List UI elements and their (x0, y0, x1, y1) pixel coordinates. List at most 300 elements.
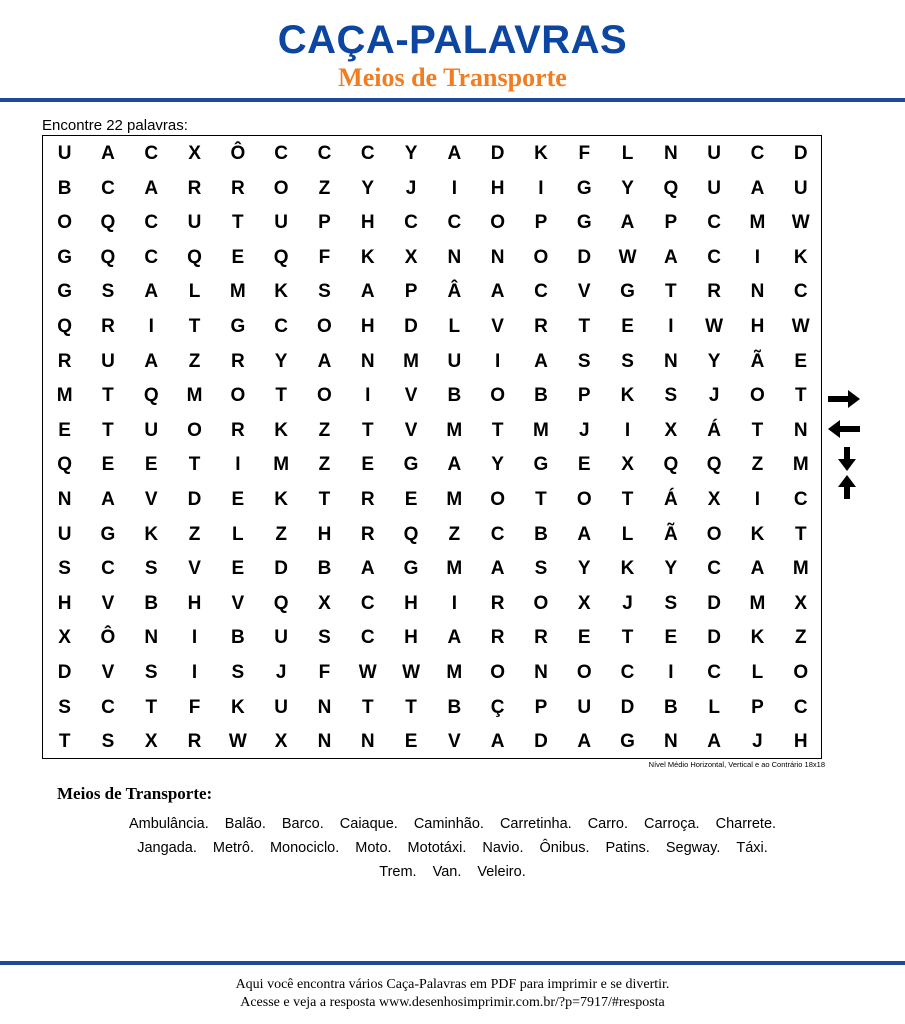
grid-cell: Ç (490, 696, 505, 718)
word-item: Patins. (605, 840, 650, 856)
grid-cell: T (665, 281, 677, 303)
grid-cell: N (447, 246, 462, 268)
grid-cell: T (491, 419, 504, 441)
grid-cell: V (577, 281, 591, 303)
grid-cell: Q (403, 523, 419, 545)
grid-cell: J (578, 419, 590, 441)
grid-cell: E (577, 627, 591, 649)
grid-cell: A (144, 177, 159, 199)
grid-cell: K (274, 281, 289, 303)
grid-cell: G (403, 454, 419, 476)
grid-cell: D (534, 731, 548, 753)
grid-cell: T (621, 489, 634, 510)
grid-cell: T (145, 696, 158, 718)
grid-cell: A (447, 454, 462, 476)
word-item: Moto. (355, 840, 392, 856)
grid-row (43, 552, 821, 587)
grid-cell: S (664, 592, 678, 614)
grid-cell: Y (707, 350, 721, 372)
grid-cell: O (490, 662, 506, 683)
grid-cell: D (620, 696, 635, 718)
grid-cell: F (578, 143, 591, 164)
grid-cell: A (490, 558, 505, 580)
arrow-down-icon (836, 446, 858, 472)
grid-cell: G (230, 316, 246, 337)
grid-row (43, 621, 821, 656)
grid-cell: S (58, 696, 71, 718)
grid-cell: Ã (663, 523, 678, 545)
grid-cell: Q (663, 177, 679, 199)
grid-cell: I (191, 627, 198, 649)
grid-cell: A (534, 350, 548, 372)
grid-cell: B (144, 592, 159, 614)
grid-cell: E (404, 489, 418, 510)
grid-cell: T (102, 419, 114, 441)
grid-cell: M (273, 454, 290, 476)
grid-cell: R (101, 316, 115, 337)
grid-cell: R (230, 419, 245, 441)
grid-cell: E (621, 316, 634, 337)
grid-cell: X (58, 627, 71, 649)
grid-cell: V (404, 419, 418, 441)
grid-cell: T (188, 454, 201, 476)
grid-cell: H (793, 731, 808, 753)
grid-cell: Ã (750, 350, 765, 372)
page-subtitle: Meios de Transporte (338, 63, 567, 92)
grid-cell: E (577, 454, 591, 476)
grid-cell: I (495, 350, 501, 372)
grid-cell: S (231, 662, 245, 683)
grid-cell: O (490, 489, 506, 510)
word-search-grid (42, 135, 822, 759)
grid-cell: M (533, 419, 549, 441)
grid-cell: F (318, 662, 331, 683)
grid-cell: B (447, 385, 462, 407)
arrow-up-icon (836, 474, 858, 500)
grid-row (43, 172, 821, 207)
grid-cell: T (794, 523, 807, 545)
grid-cell: J (622, 592, 633, 614)
grid-cell: J (405, 177, 417, 199)
grid-cell: K (620, 558, 635, 580)
grid-cell: T (58, 731, 71, 753)
grid-cell: Z (188, 350, 201, 372)
grid-cell: C (707, 558, 722, 580)
grid-cell: T (318, 489, 331, 510)
grid-cell: C (144, 212, 159, 234)
grid-cell: A (663, 246, 678, 268)
grid-cell: Ô (100, 627, 116, 649)
grid-cell: C (707, 212, 722, 234)
grid-cell: B (57, 177, 72, 199)
grid-cell: P (534, 696, 548, 718)
grid-cell: C (101, 696, 115, 718)
grid-cell: X (318, 592, 331, 614)
word-item: Segway. (665, 840, 721, 856)
grid-cell: H (750, 316, 765, 337)
word-item: Trem. (379, 864, 417, 880)
word-item: Táxi. (736, 840, 768, 856)
footer-line-1: Aqui você encontra vários Caça-Palavras em PDF para imprimir e se divertir. (235, 977, 670, 992)
word-item: Metrô. (212, 840, 254, 856)
grid-cell: U (274, 212, 289, 234)
grid-cell: O (490, 212, 506, 234)
grid-cell: R (187, 177, 202, 199)
grid-cell: Ô (230, 143, 246, 164)
grid-cell: L (232, 523, 244, 545)
grid-cell: N (663, 731, 678, 753)
grid-cell: A (750, 177, 765, 199)
grid-cell: T (275, 385, 287, 407)
grid-cell: A (360, 281, 375, 303)
grid-cell: W (402, 662, 420, 683)
grid-cell: A (447, 627, 462, 649)
grid-cell: K (793, 246, 808, 268)
grid-cell: B (317, 558, 332, 580)
grid-cell: S (144, 662, 158, 683)
grid-cell: Z (318, 419, 331, 441)
grid-cell: C (274, 143, 289, 164)
grid-cell: Q (57, 316, 73, 337)
grid-cell: S (144, 558, 158, 580)
grid-cell: R (57, 350, 72, 372)
grid-cell: Z (448, 523, 461, 545)
grid-cell: L (621, 523, 634, 545)
grid-cell: Q (273, 592, 289, 614)
grid-cell: M (186, 385, 203, 407)
grid-cell: N (793, 419, 808, 441)
grid-cell: O (576, 662, 592, 683)
grid-cell: P (404, 281, 418, 303)
grid-cell: U (187, 212, 202, 234)
grid-cell: I (235, 454, 241, 476)
grid-cell: Q (273, 246, 289, 268)
page-title: CAÇA-PALAVRAS (277, 18, 628, 62)
grid-cell: P (577, 385, 591, 407)
grid-cell: T (751, 419, 764, 441)
grid-cell: R (534, 627, 548, 649)
grid-cell: A (144, 350, 159, 372)
grid-cell: O (273, 177, 289, 199)
grid-cell: M (749, 592, 766, 614)
grid-cell: H (490, 177, 505, 199)
grid-cell: U (57, 143, 72, 164)
word-item: Monociclo. (269, 840, 340, 856)
grid-cell: I (624, 419, 631, 441)
grid-cell: Q (100, 212, 116, 234)
grid-cell: C (144, 143, 159, 164)
grid-cell: N (360, 731, 375, 753)
grid-cell: M (229, 281, 246, 303)
grid-cell: U (144, 419, 159, 441)
word-item: Balão. (224, 816, 266, 832)
grid-cell: U (101, 350, 115, 372)
grid-cell: V (231, 592, 245, 614)
grid-cell: G (576, 212, 592, 234)
word-list (40, 812, 865, 884)
grid-cell: R (490, 627, 505, 649)
grid-cell: O (187, 419, 202, 441)
grid-cell: L (621, 143, 634, 164)
grid-cell: W (618, 246, 637, 268)
grid-cell: B (534, 523, 548, 545)
grid-cell: E (664, 627, 678, 649)
grid-cell: S (101, 281, 115, 303)
grid-cell: C (404, 212, 418, 234)
grid-cell: S (664, 385, 678, 407)
grid-row (43, 275, 821, 310)
grid-cell: L (751, 662, 764, 683)
grid-row (43, 414, 821, 449)
grid-cell: A (317, 350, 332, 372)
grid-cell: T (102, 385, 114, 407)
grid-cell: Q (187, 246, 202, 268)
grid-cell: H (187, 592, 202, 614)
grid-cell: A (577, 523, 592, 545)
grid-cell: I (754, 489, 761, 510)
grid-cell: G (57, 281, 73, 303)
grid-cell: I (451, 592, 457, 614)
grid-cell: W (705, 316, 724, 337)
grid-cell: T (794, 385, 807, 407)
grid-cell: U (274, 696, 289, 718)
grid-cell: R (360, 523, 375, 545)
grid-cell: A (750, 558, 765, 580)
grid-cell: N (534, 662, 548, 683)
grid-cell: K (274, 419, 289, 441)
grid-cell: D (707, 592, 722, 614)
grid-cell: N (750, 281, 765, 303)
word-item: Charrete. (715, 816, 777, 832)
grid-cell: Q (100, 246, 116, 268)
grid-cell: E (144, 454, 158, 476)
grid-cell: H (57, 592, 72, 614)
grid-cell: U (274, 627, 289, 649)
grid-row (43, 691, 821, 726)
grid-cell: Â (447, 281, 462, 303)
grid-cell: P (664, 212, 678, 234)
grid-cell: U (707, 143, 722, 164)
grid-cell: N (317, 731, 332, 753)
grid-cell: O (793, 662, 809, 683)
grid-cell: D (274, 558, 289, 580)
instructions: Encontre 22 palavras: (42, 117, 188, 134)
grid-cell: O (230, 385, 246, 407)
grid-cell: N (144, 627, 159, 649)
grid-cell: Q (143, 385, 159, 407)
grid-cell: T (188, 316, 201, 337)
grid-cell: O (533, 246, 549, 268)
grid-cell: T (578, 316, 591, 337)
grid-cell: F (188, 696, 201, 718)
grid-cell: I (365, 385, 371, 407)
grid-cell: A (620, 212, 635, 234)
grid-cell: S (318, 627, 331, 649)
word-list-title: Meios de Transporte: (57, 784, 213, 803)
grid-row (43, 518, 821, 553)
word-item: Veleiro. (477, 864, 526, 880)
grid-cell: K (144, 523, 159, 545)
grid-cell: Y (621, 177, 634, 199)
grid-cell: V (188, 558, 201, 580)
grid-cell: E (231, 246, 245, 268)
grid-cell: S (534, 558, 548, 580)
grid-cell: M (446, 419, 463, 441)
grid-cell: C (317, 143, 332, 164)
grid-cell: I (148, 316, 154, 337)
grid-cell: N (490, 246, 505, 268)
grid-cell: A (144, 281, 159, 303)
grid-cell: Z (794, 627, 807, 649)
grid-cell: K (620, 385, 635, 407)
grid-cell: A (707, 731, 722, 753)
grid-cell: H (360, 212, 375, 234)
grid-cell: D (187, 489, 202, 510)
grid-cell: N (663, 143, 678, 164)
grid-cell: N (57, 489, 72, 510)
grid-cell: B (534, 385, 548, 407)
grid-cell: S (621, 350, 634, 372)
grid-cell: O (576, 489, 592, 510)
grid-cell: Z (318, 177, 331, 199)
grid-cell: D (404, 316, 418, 337)
grid-cell: I (538, 177, 544, 199)
grid-cell: O (706, 523, 722, 545)
grid-cell: W (358, 662, 377, 683)
grid-cell: K (360, 246, 375, 268)
grid-cell: O (490, 385, 506, 407)
grid-cell: O (317, 316, 332, 337)
grid-cell: C (274, 316, 289, 337)
grid-cell: G (403, 558, 419, 580)
grid-cell: I (668, 316, 674, 337)
grid-cell: M (792, 558, 809, 580)
grid-cell: A (490, 731, 505, 753)
grid-cell: R (360, 489, 375, 510)
grid-row (43, 483, 821, 518)
grid-cell: R (534, 316, 548, 337)
grid-cell: E (231, 489, 245, 510)
grid-cell: I (668, 662, 674, 683)
grid-cell: A (577, 731, 592, 753)
grid-cell: V (101, 592, 115, 614)
grid-cell: C (620, 662, 635, 683)
grid-cell: K (274, 489, 289, 510)
grid-cell: Q (706, 454, 722, 476)
grid-cell: C (144, 246, 159, 268)
word-item: Caminhão. (413, 816, 484, 832)
grid-cell: T (405, 696, 417, 718)
grid-cell: N (663, 350, 678, 372)
grid-cell: X (794, 592, 808, 614)
grid-cell: E (361, 454, 375, 476)
grid-cell: X (404, 246, 418, 268)
grid-cell: D (793, 143, 808, 164)
grid-cell: X (577, 592, 591, 614)
grid-cell: C (490, 523, 505, 545)
grid-cell: B (230, 627, 245, 649)
grid-cell: K (230, 696, 245, 718)
grid-cell: K (750, 627, 765, 649)
word-item: Carro. (587, 816, 628, 832)
grid-cell: V (101, 662, 115, 683)
grid-row (43, 137, 821, 172)
word-item: Caiaque. (339, 816, 398, 832)
word-item: Mototáxi. (407, 840, 467, 856)
grid-row (43, 656, 821, 691)
grid-cell: H (360, 316, 375, 337)
grid-cell: A (360, 558, 375, 580)
grid-cell: I (191, 662, 198, 683)
grid-cell: R (187, 731, 202, 753)
grid-cell: O (317, 385, 332, 407)
footer-line-2[interactable]: Acesse e veja a resposta www.desenhosimprimir.com.br/?p=7917/#resposta (240, 995, 665, 1010)
grid-cell: A (101, 489, 115, 510)
grid-cell: M (56, 385, 73, 407)
grid-cell: V (491, 316, 504, 337)
grid-cell: C (750, 143, 765, 164)
grid-cell: J (752, 731, 763, 753)
grid-cell: C (447, 212, 462, 234)
grid-cell: N (360, 350, 375, 372)
word-item: Ambulância. (128, 816, 209, 832)
grid-cell: Y (577, 558, 591, 580)
grid-cell: G (620, 731, 635, 753)
grid-row (43, 310, 821, 345)
grid-cell: R (490, 592, 505, 614)
grid-cell: A (447, 143, 462, 164)
grid-cell: Z (751, 454, 764, 476)
grid-cell: T (232, 212, 244, 234)
grid-cell: C (793, 281, 808, 303)
grid-cell: G (620, 281, 635, 303)
grid-cell: C (360, 627, 375, 649)
grid-cell: U (577, 696, 592, 718)
grid-cell: C (101, 558, 115, 580)
word-item: Jangada. (137, 840, 197, 856)
grid-cell: X (664, 419, 678, 441)
grid-cell: L (708, 696, 720, 718)
grid-cell: G (533, 454, 549, 476)
grid-cell: Á (707, 419, 722, 441)
word-item: Van. (432, 864, 462, 880)
grid-cell: F (318, 246, 331, 268)
grid-cell: Y (361, 177, 375, 199)
grid-cell: V (144, 489, 158, 510)
grid-cell: Z (188, 523, 201, 545)
grid-row (43, 345, 821, 380)
grid-cell: B (663, 696, 678, 718)
grid-cell: E (58, 419, 71, 441)
grid-cell: E (231, 558, 245, 580)
grid-cell: W (228, 731, 247, 753)
grid-cell: W (791, 212, 810, 234)
grid-cell: J (708, 385, 720, 407)
grid-cell: G (100, 523, 116, 545)
grid-cell: C (707, 662, 722, 683)
grid-cell: S (58, 558, 71, 580)
grid-cell: Y (491, 454, 504, 476)
grid-cell: E (404, 731, 418, 753)
grid-cell: O (750, 385, 765, 407)
grid-cell: S (101, 731, 115, 753)
grid-cell: C (360, 143, 375, 164)
grid-cell: C (793, 489, 808, 510)
grid-cell: G (57, 246, 73, 268)
grid-row (43, 379, 821, 414)
grid-cell: T (621, 627, 634, 649)
grid-cell: K (750, 523, 765, 545)
